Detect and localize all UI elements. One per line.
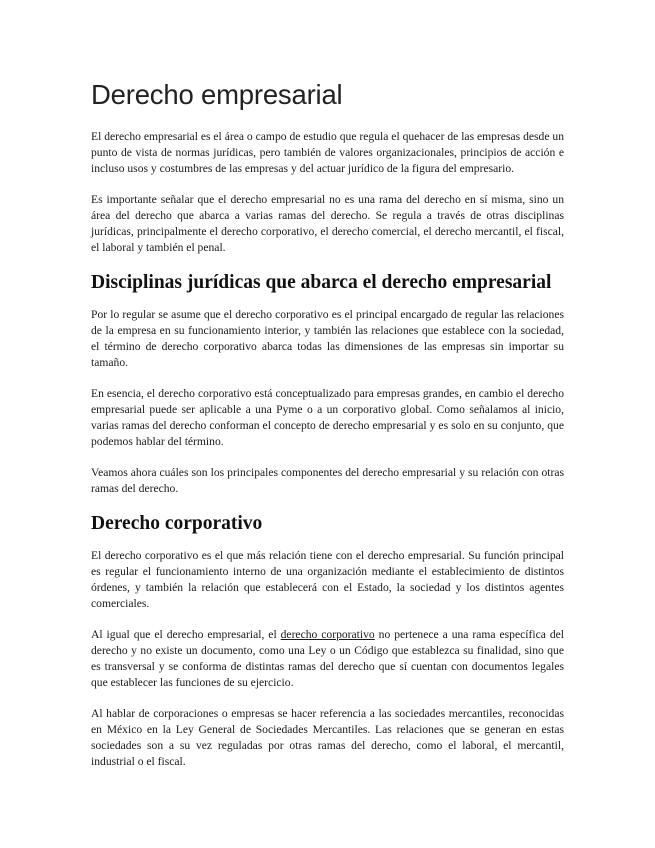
section-heading-disciplinas: Disciplinas jurídicas que abarca el derecho empresarial xyxy=(91,272,552,293)
section-heading-corporativo: Derecho corporativo xyxy=(91,513,263,534)
section2-paragraph-1: El derecho corporativo es el que más relación tiene con el derecho empresarial. Su función principal es regular el funcionamiento interno de una organización mediante el establecimiento de distintos órdenes, y también la relación que establecerá con el Estado, la sociedad y los distintos agentes comerciales. xyxy=(91,549,564,610)
section1-paragraph-3: Veamos ahora cuáles son los principales componentes del derecho empresarial y su relación con otras ramas del derecho. xyxy=(91,466,564,495)
section2-paragraph-3: Al hablar de corporaciones o empresas se hacer referencia a las sociedades mercantiles, reconocidas en México en la Ley General de Sociedades Mercantiles. Las relaciones que se generan en estas sociedades son a su vez reguladas por otras ramas del derecho, como el laboral, el mercantil, industrial o el fiscal. xyxy=(91,707,564,768)
page-title: Derecho empresarial xyxy=(91,79,343,110)
section1-paragraph-2: En esencia, el derecho corporativo está conceptualizado para empresas grandes, en cambio el derecho empresarial puede ser aplicable a una Pyme o a un corporativo global. Como señalamos al inicio, varias ramas del derecho conforman el concepto de derecho empresarial y es solo en su conjunto, que podemos hablar del término. xyxy=(91,387,564,448)
intro-paragraph-1: El derecho empresarial es el área o campo de estudio que regula el quehacer de las empresas desde un punto de vista de normas jurídicas, pero también de valores organizacionales, principios de acción e incluso usos y costumbres de las empresas y del actuar jurídico de la figura del empresario. xyxy=(91,130,564,175)
section1-paragraph-1: Por lo regular se asume que el derecho corporativo es el principal encargado de regular las relaciones de la empresa en su funcionamiento interior, y también las relaciones que establece con la sociedad, el término de derecho corporativo abarca todas las dimensiones de las empresas sin importar su tamaño. xyxy=(91,308,564,369)
section2-paragraph-2 xyxy=(91,627,564,691)
derecho-corporativo-link[interactable]: derecho corporativo xyxy=(280,628,375,641)
p2-text-before: Al igual que el derecho empresarial, el xyxy=(91,628,281,641)
p2-text-after: no pertenece a una rama específica del derecho y no existe un documento, como una Ley o un Código que establezca su finalidad, sino que es transversal y se conforma de distintas ramas del derecho que sí cuentan con documentos legales que establecer las funciones de su ejercicio. xyxy=(91,628,564,689)
intro-paragraph-2: Es importante señalar que el derecho empresarial no es una rama del derecho en sí misma, sino un área del derecho que abarca a varias ramas del derecho. Se regula a través de otras disciplinas jurídicas, principalmente el derecho corporativo, el derecho comercial, el derecho mercantil, el fiscal, el laboral y también el penal. xyxy=(91,193,564,254)
